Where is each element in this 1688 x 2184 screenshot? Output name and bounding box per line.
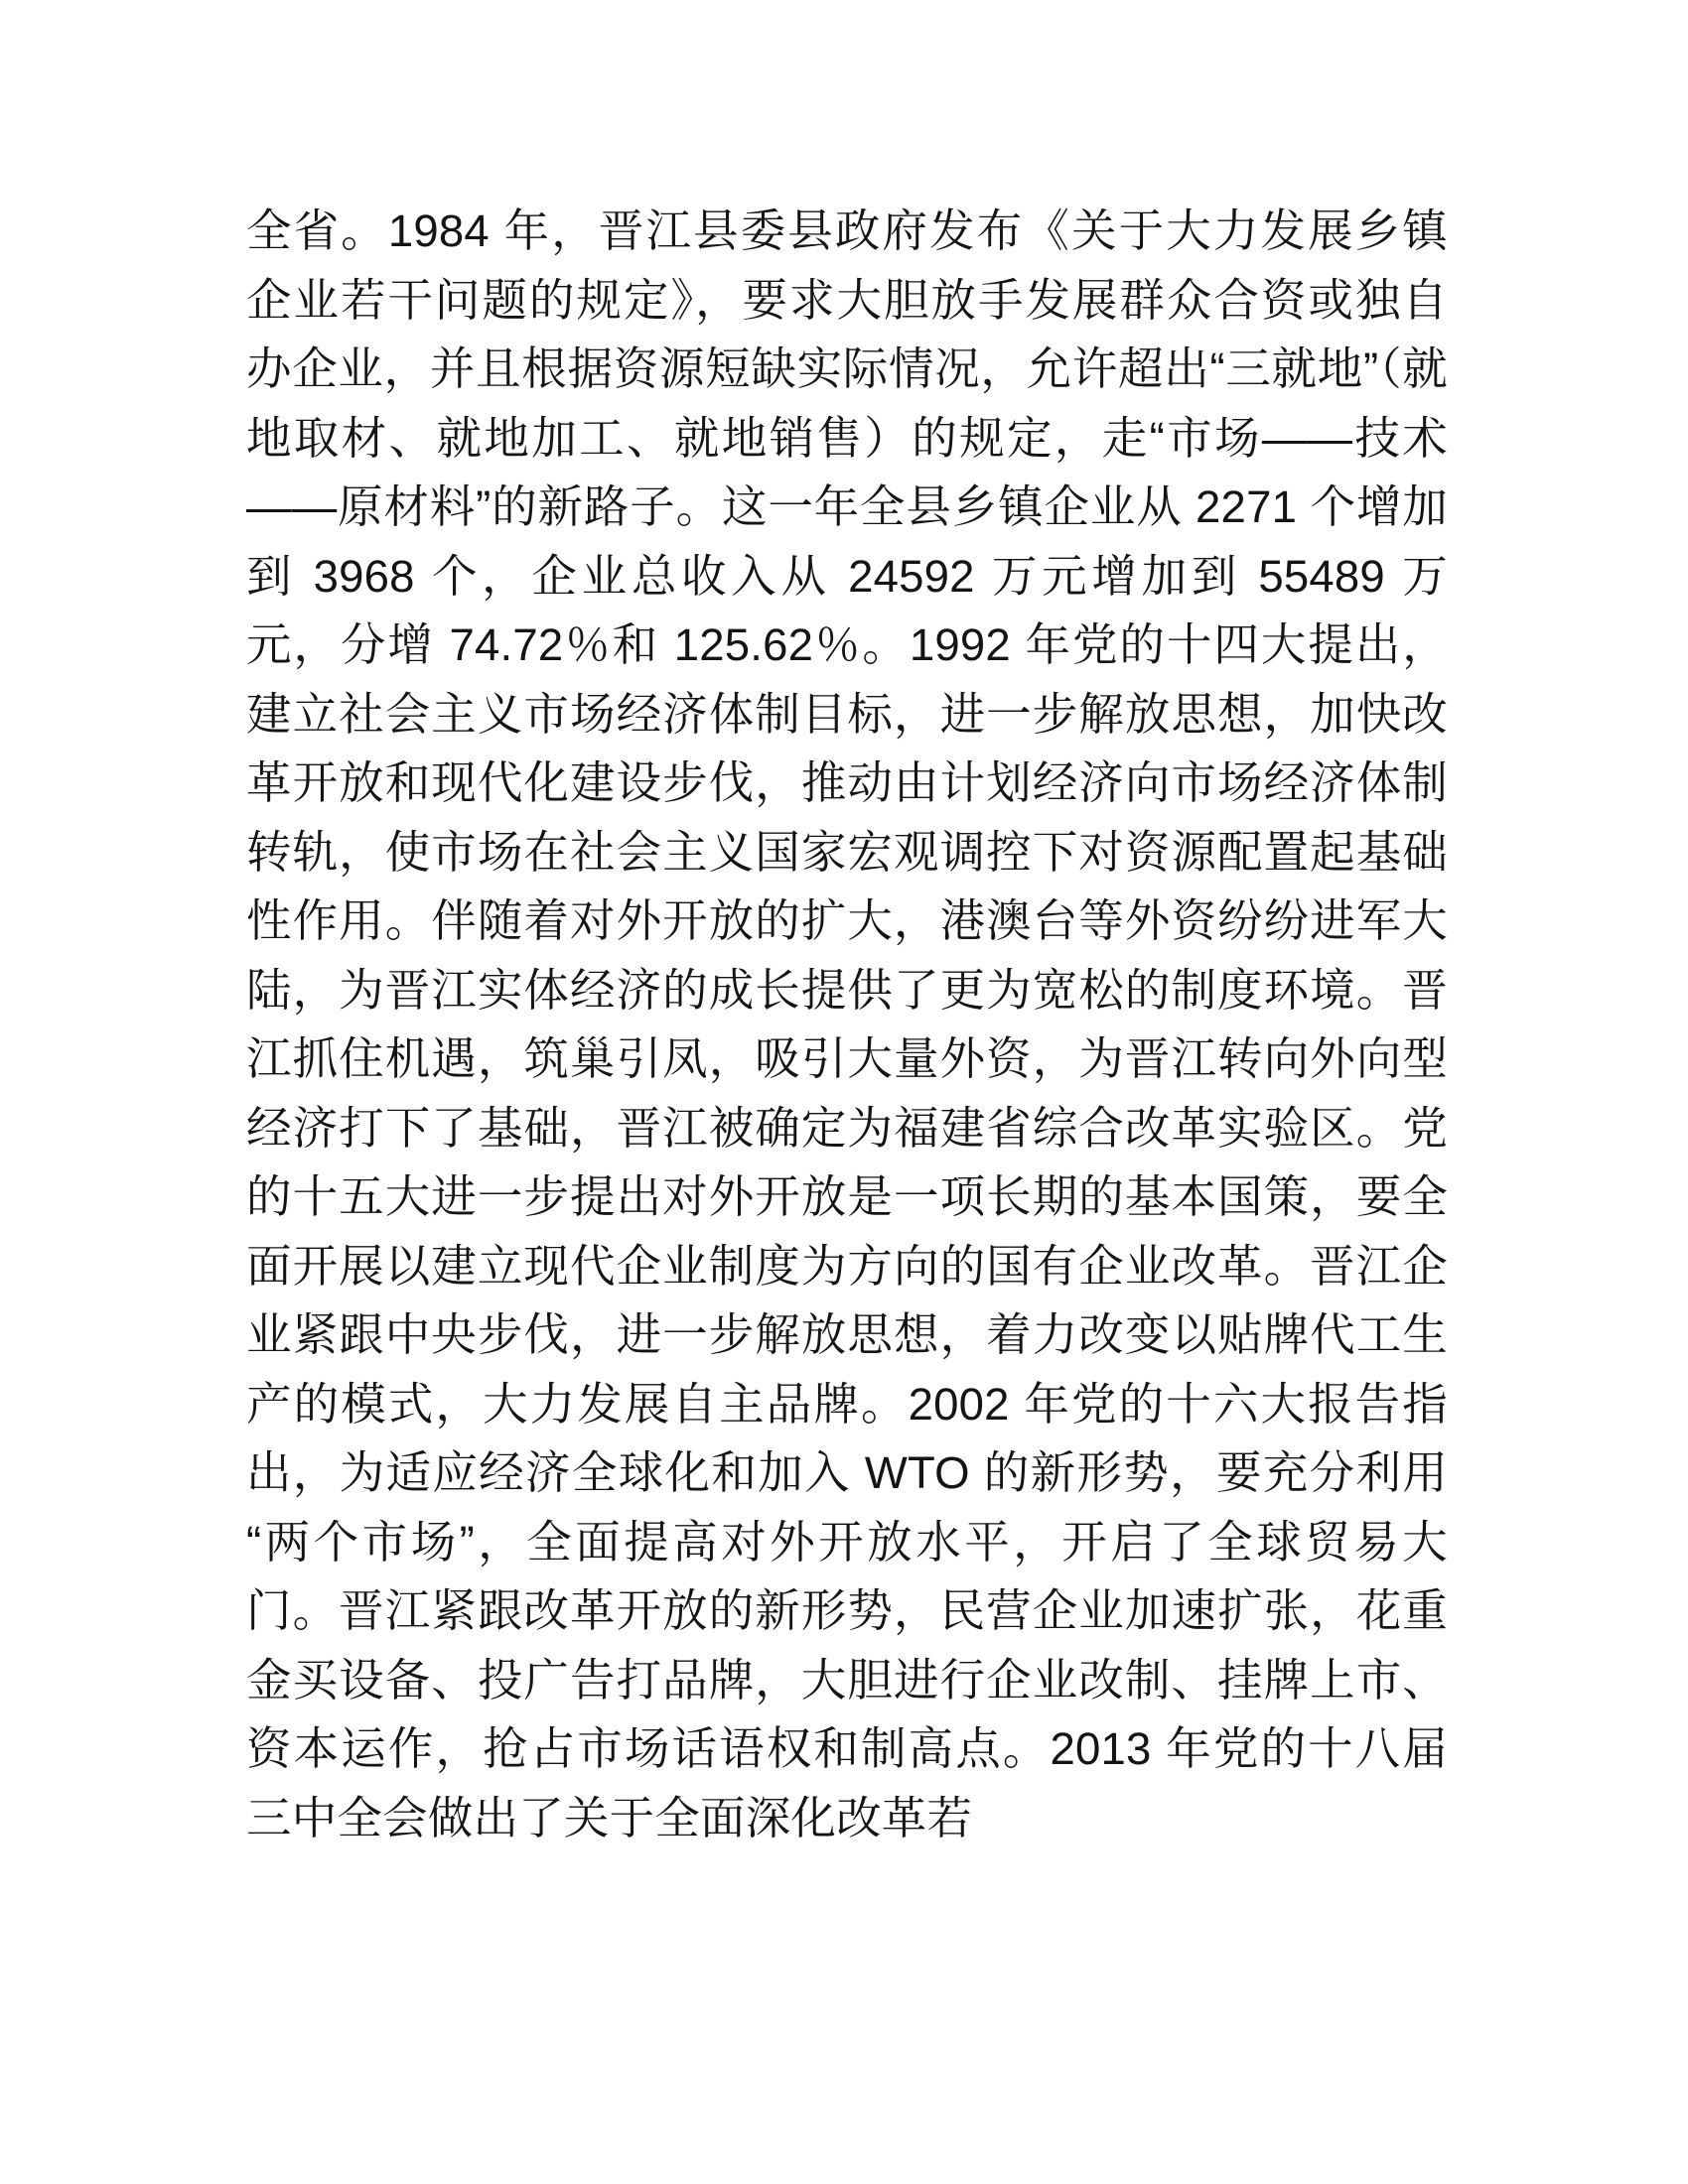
- text-column: [246, 197, 1448, 1852]
- body-paragraph: 全省。1984 年，晋江县委县政府发布《关于大力发展乡镇企业若干问题的规定》，要求大胆放手发展群众合资或独自办企业，并且根据资源短缺实际情况，允许超出“三就地”（就地取材、就地加工、就地销售）的规定，走“市场——技术——原材料”的新路子。这一年全县乡镇企业从 2271 个增加到 3968 个，企业总收入从 24592 万元增加到 55489 万元，分增 74.72％和 125.62％。1992 年党的十四大提出，建立社会主义市场经济体制目标，进一步解放思想，加快改革开放和现代化建设步伐，推动由计划经济向市场经济体制转轨，使市场在社会主义国家宏观调控下对资源配置起基础性作用。伴随着对外开放的扩大，港澳台等外资纷纷进军大陆，为晋江实体经济的成长提供了更为宽松的制度环境。晋江抓住机遇，筑巢引凤，吸引大量外资，为晋江转向外向型经济打下了基础，晋江被确定为福建省综合改革实验区。党的十五大进一步提出对外开放是一项长期的基本国策，要全面开展以建立现代企业制度为方向的国有企业改革。晋江企业紧跟中央步伐，进一步解放思想，着力改变以贴牌代工生产的模式，大力发展自主品牌。2002 年党的十六大报告指出，为适应经济全球化和加入 WTO 的新形势，要充分利用“两个市场”，全面提高对外开放水平，开启了全球贸易大门。晋江紧跟改革开放的新形势，民营企业加速扩张，花重金买设备、投广告打品牌，大胆进行企业改制、挂牌上市、资本运作，抢占市场话语权和制高点。2013 年党的十八届三中全会做出了关于全面深化改革若: [246, 205, 1448, 1843]
